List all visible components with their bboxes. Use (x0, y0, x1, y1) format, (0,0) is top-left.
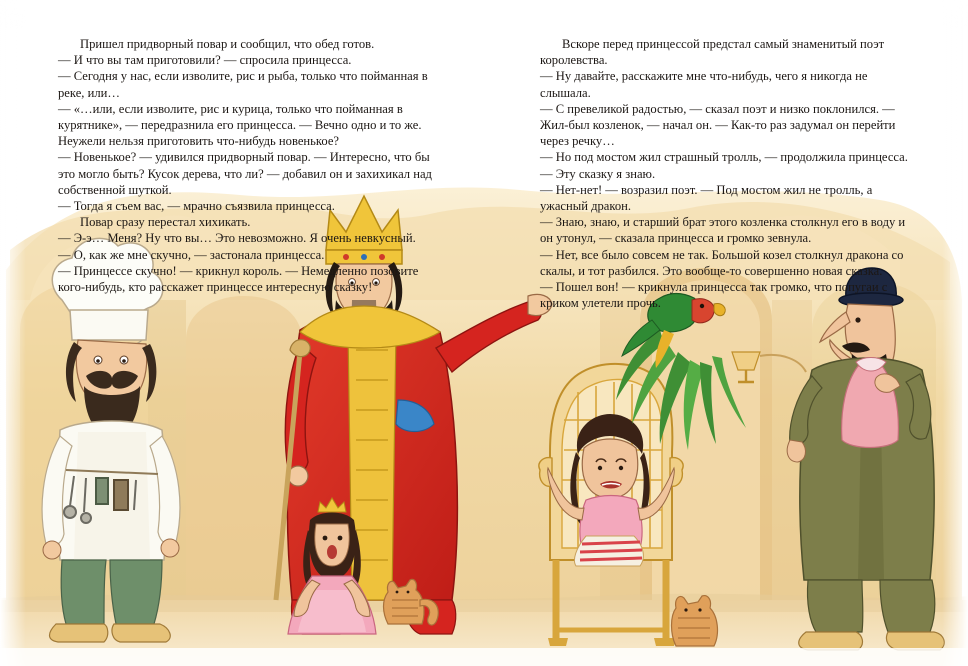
paragraph: — Сегодня у нас, если изволите, рис и рыба, только что пойманная в реке, или… (58, 69, 428, 100)
paragraph: — Принцессе скучно! — крикнул король. — Немедленно позовите кого-нибудь, кто расскажет принцессе интересную сказку! (58, 263, 419, 295)
left-text-column (0, 0, 484, 295)
paragraph: — Нет-нет! — возразил поэт. — Под мостом жил не тролль, а ужасный дракон. (540, 182, 873, 214)
paragraph: — Знаю, знаю, и старший брат этого козленка столкнул его в воду и он утонул, — сказала принцесса и громко зевнула. (540, 215, 906, 246)
paragraph: — О, как же мне скучно, — застонала принцесса. (58, 247, 325, 262)
figure-cat-right (672, 596, 718, 646)
paragraph: Вскоре перед принцессой предстал самый знаменитый поэт королевства. (540, 37, 885, 68)
text-columns (0, 0, 968, 311)
paragraph: — Ну давайте, расскажите мне что-нибудь, чего я никогда не слышала. (540, 69, 868, 100)
paragraph: — И что вы там приготовили? — спросила принцесса. (58, 53, 352, 68)
paragraph: — Нет, все было совсем не так. Большой козел столкнул дракона со скалы, и тот разбился. Это вообще-то совершенно новая сказка. (540, 247, 904, 278)
paragraph: — Пошел вон! — крикнула принцесса так громко, что попугаи с криком улетели прочь. (540, 280, 888, 311)
paragraph: — Тогда я съем вас, — мрачно съязвила принцесса. (58, 199, 335, 214)
paragraph: — «…или, если изволите, рис и курица, только что пойманная в курятнике», — передразнила его принцесса. — Вечно одно и то же. Неужели нельзя приготовить что-нибудь новенькое? (58, 101, 422, 149)
paragraph: — Но под мостом жил страшный тролль, — продолжила принцесса. — Эту сказку я знаю. (540, 150, 908, 181)
paragraph: Повар сразу перестал хихикать. (80, 215, 251, 230)
paragraph: — Новенькое? — удивился придворный повар. — Интересно, что бы это могло быть? Кусок дерева, что ли? — добавил он и захихикал над собственной шуткой. (58, 150, 432, 197)
paragraph: Пришел придворный повар и сообщил, что обед готов. (80, 37, 375, 51)
figure-cook (42, 238, 180, 642)
right-text-column (484, 0, 968, 311)
paragraph: — С превеликой радостью, — сказал поэт и низко поклонился. — Жил-был козленок, — начал он. — Как-то раз задумал он перейти через речку… (540, 101, 896, 149)
paragraph: — Э-э… Меня? Ну что вы… Это невозможно. Я очень невкусный. (58, 231, 416, 246)
